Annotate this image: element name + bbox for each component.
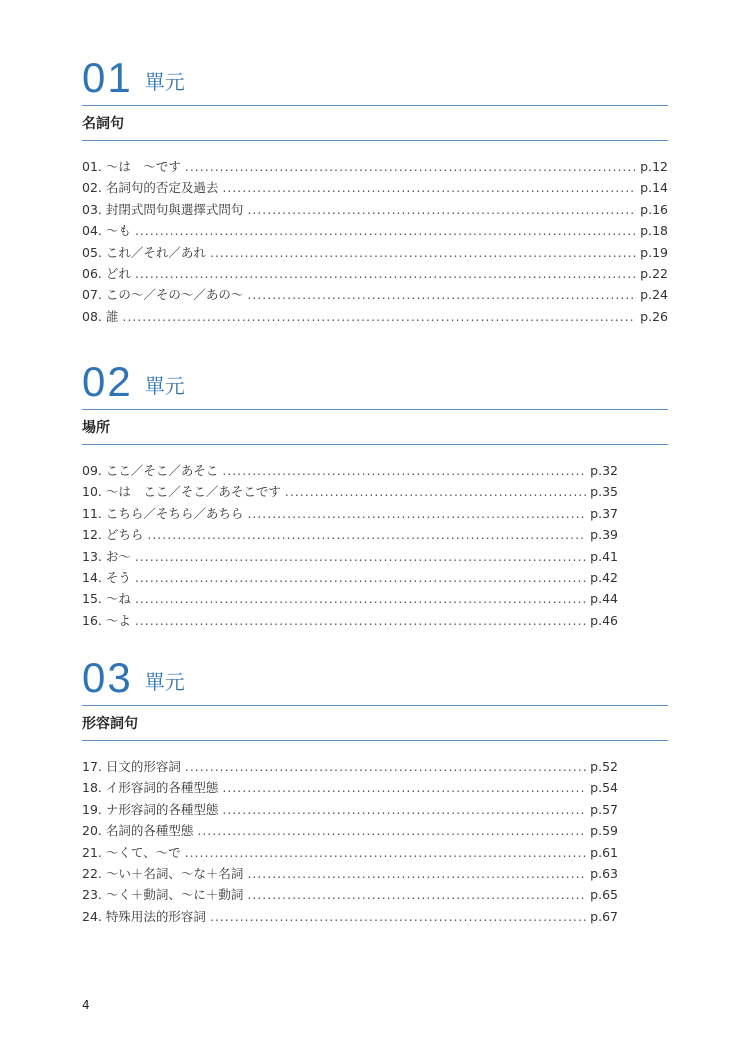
dot-leader	[135, 263, 636, 284]
toc-entry-page: p.44	[590, 591, 618, 607]
section-title: 場所	[82, 420, 110, 436]
dot-leader	[135, 546, 586, 567]
dot-leader	[210, 242, 636, 263]
dot-leader	[197, 820, 586, 841]
toc-entry[interactable]	[82, 906, 618, 927]
toc-entry-label: 22. ～い＋名詞、～な＋名詞	[82, 865, 244, 881]
toc-entry[interactable]	[82, 610, 618, 631]
toc-entry-page: p.22	[640, 265, 668, 281]
dot-leader	[210, 906, 586, 927]
toc-entry-page: p.61	[590, 844, 618, 860]
toc-entry-page: p.14	[640, 180, 668, 196]
toc-entry-label: 07. この～／その～／あの～	[82, 287, 244, 303]
toc-entry[interactable]	[82, 546, 618, 567]
toc-entry[interactable]	[82, 503, 618, 524]
dot-leader	[247, 863, 586, 884]
toc-entry-label: 09. ここ／そこ／あそこ	[82, 463, 219, 478]
unit-header	[82, 358, 668, 405]
toc-entry-label: 24. 特殊用法的形容詞	[82, 908, 206, 924]
unit-word: 單元	[144, 70, 185, 94]
toc-entry-label: 03. 封閉式問句與選擇式問句	[82, 201, 244, 217]
toc-entry-label: 12. どちら	[82, 527, 144, 543]
toc-entry[interactable]	[82, 799, 618, 820]
toc-entry-page: p.67	[590, 908, 618, 924]
toc-entry[interactable]	[82, 242, 668, 263]
toc-entry-label: 14. そう	[82, 569, 131, 585]
toc-entry-page: p.59	[590, 823, 618, 839]
toc-entry-page: p.26	[640, 308, 668, 324]
dot-leader	[135, 588, 586, 609]
toc-entry[interactable]	[82, 820, 618, 841]
toc-entry-page: p.19	[640, 244, 668, 260]
toc-entry-label: 19. ナ形容詞的各種型態	[82, 801, 219, 817]
toc-entry[interactable]	[82, 284, 668, 305]
toc-entry[interactable]	[82, 842, 618, 863]
toc-entry-label: 23. ～く＋動詞、～に＋動詞	[82, 887, 244, 903]
toc-entry-page: p.41	[590, 548, 618, 564]
toc-entry-label: 02. 名詞句的否定及過去	[82, 180, 219, 196]
toc-entry[interactable]	[82, 156, 668, 177]
dot-leader	[185, 842, 587, 863]
toc-entry[interactable]	[82, 884, 618, 905]
toc-list	[82, 460, 618, 631]
dot-leader	[247, 503, 586, 524]
toc-entry-page: p.24	[640, 287, 668, 303]
toc-entry[interactable]	[82, 756, 618, 777]
dot-leader	[147, 524, 586, 545]
toc-entry-label: 01. ～は ～です	[82, 159, 181, 174]
toc-entry[interactable]	[82, 588, 618, 609]
toc-entry-page: p.12	[640, 159, 668, 174]
toc-entry[interactable]	[82, 263, 668, 284]
page-number: 4	[82, 998, 90, 1012]
dot-leader	[135, 610, 586, 631]
toc-entry[interactable]	[82, 481, 618, 502]
toc-entry-page: p.46	[590, 612, 618, 628]
unit-01	[82, 54, 668, 327]
toc-entry[interactable]	[82, 863, 618, 884]
dot-leader	[122, 306, 636, 327]
toc-entry[interactable]	[82, 460, 618, 481]
toc-entry-page: p.39	[590, 527, 618, 543]
dot-leader	[247, 199, 636, 220]
dot-leader	[222, 460, 586, 481]
toc-entry-page: p.16	[640, 201, 668, 217]
dot-leader	[285, 481, 586, 502]
toc-entry-page: p.57	[590, 801, 618, 817]
dot-leader	[222, 799, 586, 820]
section-title: 名詞句	[82, 116, 124, 132]
dot-leader	[135, 567, 586, 588]
toc-entry-page: p.52	[590, 759, 618, 774]
toc-entry[interactable]	[82, 567, 618, 588]
toc-entry-label: 06. どれ	[82, 265, 131, 281]
unit-word: 單元	[144, 374, 185, 398]
unit-number: 01	[82, 54, 133, 101]
toc-entry[interactable]	[82, 777, 618, 798]
toc-entry-label: 13. お～	[82, 548, 131, 564]
dot-leader	[185, 756, 586, 777]
toc-entry-label: 18. イ形容詞的各種型態	[82, 780, 219, 796]
unit-number: 03	[82, 654, 133, 701]
unit-03	[82, 654, 668, 927]
toc-entry-label: 11. こちら／そちら／あちら	[82, 505, 244, 521]
toc-entry-page: p.37	[590, 505, 618, 521]
dot-leader	[185, 156, 636, 177]
toc-entry-label: 17. 日文的形容詞	[82, 759, 181, 774]
divider	[82, 140, 668, 141]
unit-number: 02	[82, 358, 133, 405]
toc-list	[82, 156, 668, 327]
toc-entry-page: p.35	[590, 484, 618, 500]
unit-header	[82, 54, 668, 101]
toc-entry-page: p.42	[590, 569, 618, 585]
toc-entry-label: 21. ～くて、～で	[82, 844, 181, 860]
toc-entry-page: p.63	[590, 865, 618, 881]
divider	[82, 740, 668, 741]
toc-entry-label: 05. これ／それ／あれ	[82, 244, 206, 260]
toc-entry[interactable]	[82, 177, 668, 198]
unit-02	[82, 358, 668, 631]
dot-leader	[222, 177, 636, 198]
toc-entry[interactable]	[82, 220, 668, 241]
toc-entry-label: 16. ～よ	[82, 612, 131, 628]
toc-entry[interactable]	[82, 306, 668, 327]
toc-entry-label: 04. ～も	[82, 223, 131, 239]
section-title: 形容詞句	[82, 716, 138, 732]
toc-entry-label: 15. ～ね	[82, 591, 131, 607]
dot-leader	[247, 884, 586, 905]
dot-leader	[222, 777, 586, 798]
toc-entry-label: 10. ～は ここ／そこ／あそこです	[82, 484, 281, 500]
dot-leader	[247, 284, 636, 305]
unit-header	[82, 654, 668, 701]
toc-entry-label: 08. 誰	[82, 308, 119, 324]
toc-entry-page: p.32	[590, 463, 618, 478]
toc-list	[82, 756, 618, 927]
toc-entry-page: p.18	[640, 223, 668, 239]
unit-word: 單元	[144, 670, 185, 694]
toc-entry-page: p.54	[590, 780, 618, 796]
divider	[82, 444, 668, 445]
toc-entry[interactable]	[82, 199, 668, 220]
toc-entry[interactable]	[82, 524, 618, 545]
toc-entry-page: p.65	[590, 887, 618, 903]
toc-entry-label: 20. 名詞的各種型態	[82, 823, 194, 839]
dot-leader	[135, 220, 636, 241]
